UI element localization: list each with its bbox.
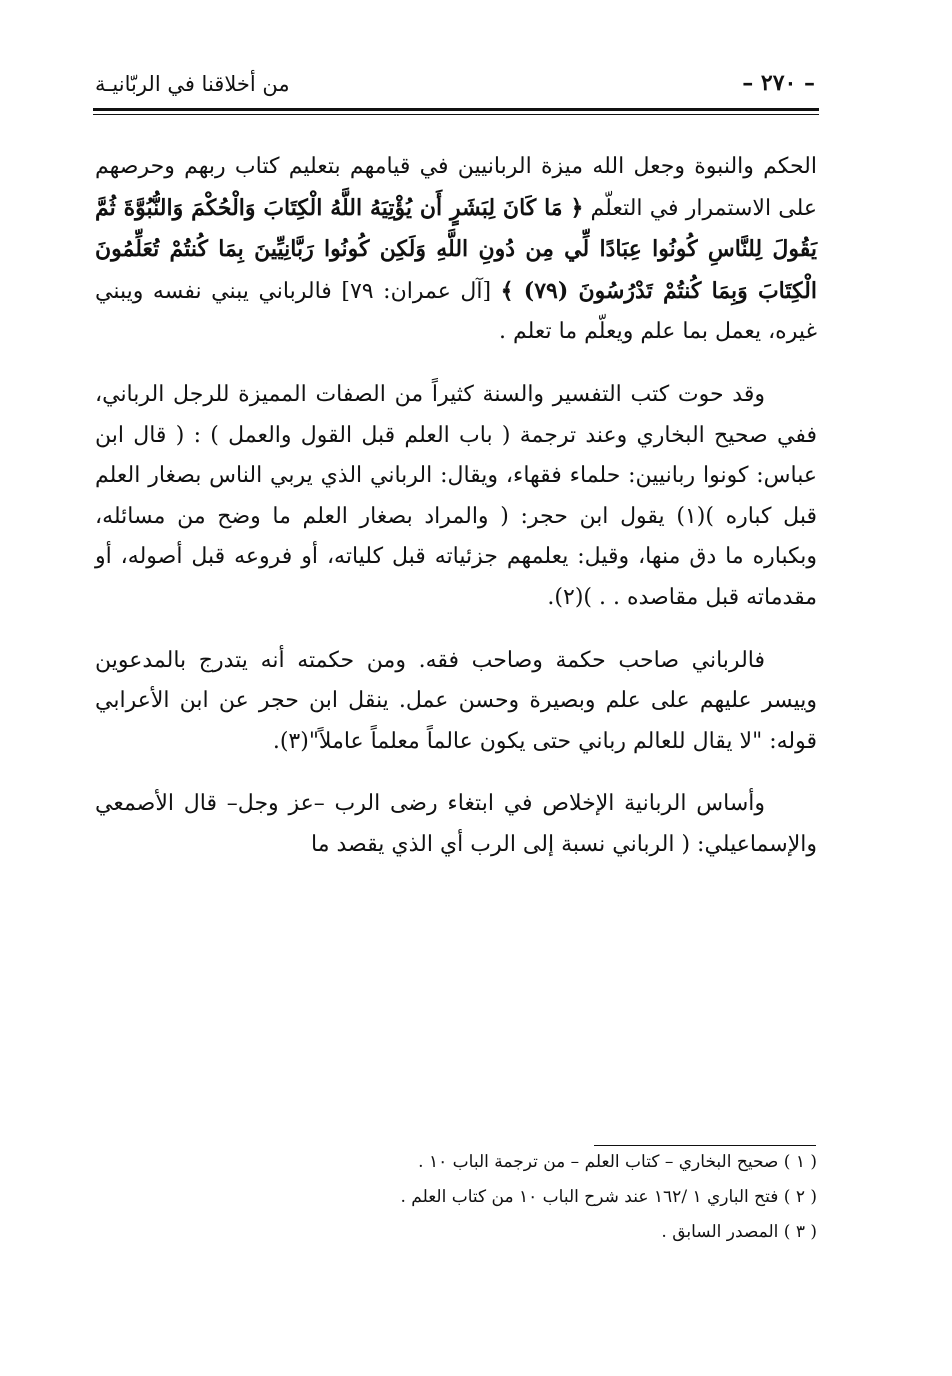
footnote-1: ( ١ ) صحيح البخاري – كتاب العلم – من ترجمة الباب ١٠ . [418,1152,817,1172]
page-header [95,70,815,102]
page-number: – ٢٧٠ – [742,70,815,96]
header-rule-thin [93,114,819,115]
quran-verse: ﴿ مَا كَانَ لِبَشَرٍ أَن يُؤْتِيَهُ اللَّهُ الْكِتَابَ وَالْحُكْمَ وَالنُّبُوَّةَ ثُمَّ يَقُولَ لِلنَّاسِ كُونُوا عِبَادًا لِّي مِن دُونِ اللَّهِ وَلَكِن كُونُوا رَبَّانِيِّينَ بِمَا كُنتُمْ تُعَلِّمُونَ الْكِتَابَ وَبِمَا كُنتُمْ تَدْرُسُونَ (٧٩) ﴾ [95,194,817,304]
body-text [95,147,817,888]
running-title: من أخلاقنا في الربّانيـة [95,72,290,96]
paragraph-1-outro: [آل عمران: ٧٩] فالرباني يبني نفسه ويبني غيره، يعمل بما علم ويعلّم ما تعلم . [95,278,817,345]
paragraph-1-intro: الحكم والنبوة وجعل الله ميزة الربانيين في قيامهم بتعليم كتاب ربهم وحرصهم على الاستمرار في التعلّم [95,154,817,221]
header-rule-thick [93,108,819,111]
footnotes [95,1145,817,1250]
footnote-3: ( ٣ ) المصدر السابق . [661,1222,817,1242]
footnote-2: ( ٢ ) فتح الباري ١ /١٦٢ عند شرح الباب ١٠ من كتاب العلم . [400,1187,817,1207]
paragraph-2: وقد حوت كتب التفسير والسنة كثيراً من الصفات المميزة للرجل الرباني، ففي صحيح البخاري وعند ترجمة ( باب العلم قبل القول والعمل ) : ( قال ابن عباس: كونوا ربانيين: حلماء فقهاء، ويقال: الرباني الذي يربي الناس بصغار العلم قبل كباره )(١) يقول ابن حجر: ( والمراد بصغار العلم ما وضح من مسائله، وبكباره ما دق منها، وقيل: يعلمهم جزئياته قبل كلياته، أو فروعه قبل أصوله، أو مقدماته قبل مقاصده . . )(٢). [95,381,818,610]
paragraph-1 [95,147,817,353]
paragraph-4: وأساس الربانية الإخلاص في ابتغاء رضى الرب –عز وجل– قال الأصمعي والإسماعيلي: ( الرباني نسبة إلى الرب أي الذي يقصد ما [95,791,817,857]
paragraph-3: فالرباني صاحب حكمة وصاحب فقه. ومن حكمته أنه يتدرج بالمدعوين وييسر عليهم على علم وبصيرة وحسن عمل. ينقل ابن حجر عن ابن الأعرابي قوله: "لا يقال للعالم رباني حتى يكون عالماً معلماً عاملاً"(٣). [95,647,817,754]
